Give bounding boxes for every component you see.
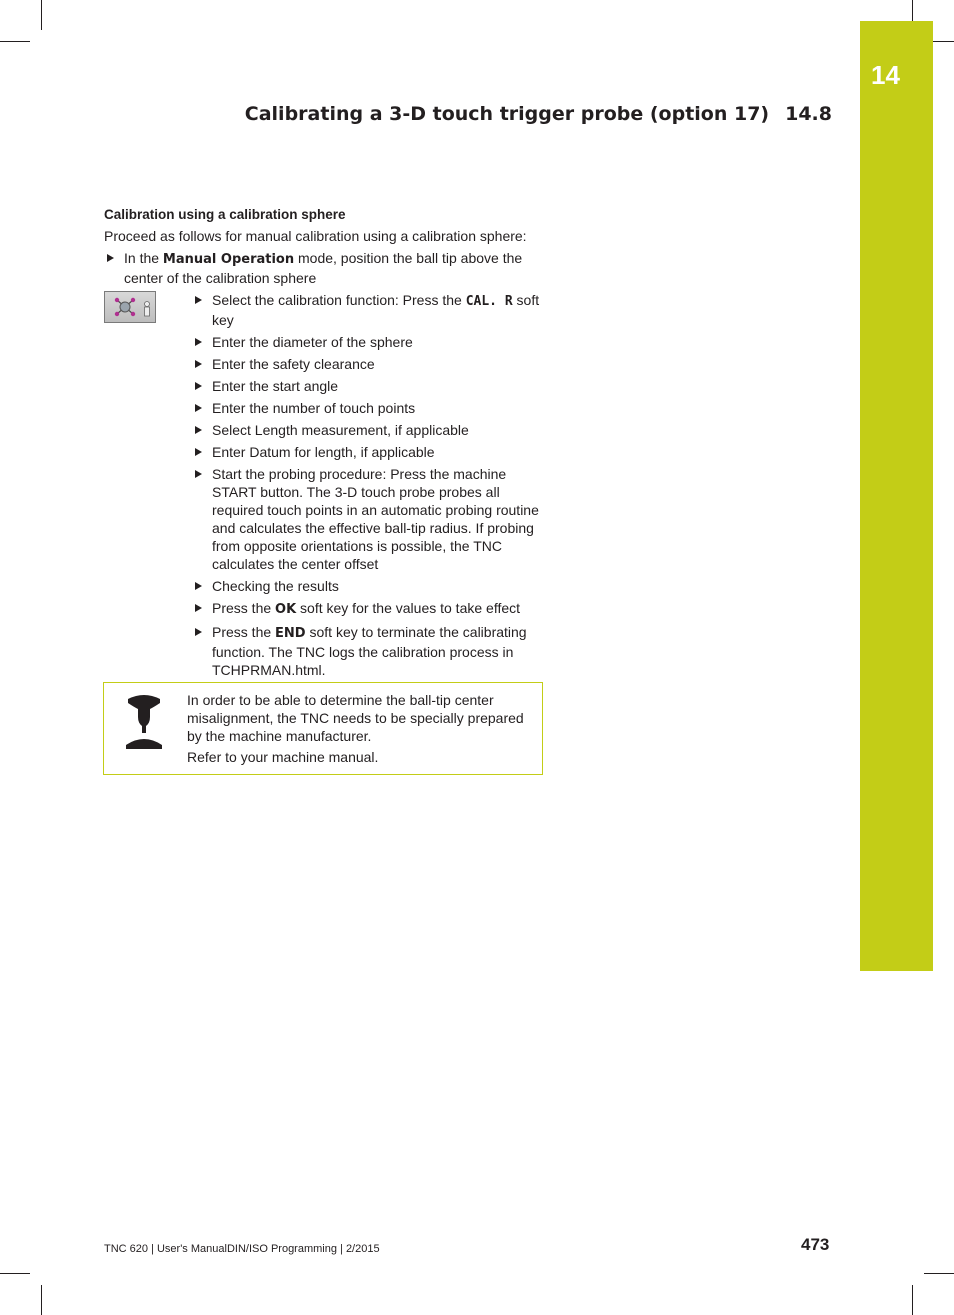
note-text [187, 691, 532, 769]
step-text: Enter Datum for length, if applicable [212, 444, 435, 460]
step-text: Select the calibration function: Press the [212, 292, 466, 308]
header-title: Calibrating a 3-D touch trigger probe (option 17) [244, 103, 770, 125]
step-text: Start the probing procedure: Press the machine START button. The 3-D touch probe probes all required touch points in an automatic probing routine and calculates the effective ball-tip radius. If probing from opposite orientations is possible, the TNC calculates the center offset [212, 466, 539, 572]
crop-mark [0, 41, 30, 42]
crop-mark [924, 1273, 954, 1274]
intro-text: Proceed as follows for manual calibration using a calibration sphere: [104, 228, 527, 244]
step-text: mode, position the ball tip above the center of the calibration sphere [124, 250, 523, 286]
machine-note-box [103, 682, 543, 775]
arrow-bullet-icon [195, 426, 202, 434]
note-paragraph: Refer to your machine manual. [187, 749, 379, 765]
softkey-name: OK [275, 602, 297, 617]
arrow-bullet-icon [107, 254, 114, 262]
step-item [104, 249, 544, 287]
substep-item [192, 377, 544, 395]
arrow-bullet-icon [195, 470, 202, 478]
crop-mark [912, 1285, 913, 1315]
substep-item [192, 291, 544, 329]
step-text: In the [124, 250, 163, 266]
step-text: Enter the start angle [212, 378, 339, 394]
crop-mark [41, 1285, 42, 1315]
step-text: Enter the diameter of the sphere [212, 334, 413, 350]
substep-item [192, 421, 544, 439]
footer-text: TNC 620 | User's ManualDIN/ISO Programming | 2/2015 [104, 1243, 380, 1255]
softkey-step-block [104, 291, 544, 679]
step-text: soft key to terminate the calibrating function. The TNC logs the calibration process in TCHPRMAN.html. [212, 624, 527, 678]
arrow-bullet-icon [195, 296, 202, 304]
substep-item [192, 577, 544, 595]
substep-item [192, 333, 544, 351]
main-content [104, 206, 544, 683]
machine-note-icon [124, 693, 164, 749]
substep-item [192, 599, 544, 619]
step-text: Checking the results [212, 578, 339, 594]
arrow-bullet-icon [195, 404, 202, 412]
chapter-tab [860, 21, 933, 971]
arrow-bullet-icon [195, 604, 202, 612]
page-number: 473 [801, 1235, 830, 1254]
softkey-name: CAL. R [465, 294, 513, 309]
substep-item [192, 623, 544, 679]
step-text: soft key for the values to take effect [296, 600, 521, 616]
step-text: Enter the number of touch points [212, 400, 416, 416]
arrow-bullet-icon [195, 628, 202, 636]
arrow-bullet-icon [195, 382, 202, 390]
arrow-bullet-icon [195, 448, 202, 456]
note-paragraph: In order to be able to determine the ball-tip center misalignment, the TNC needs to be specially prepared by the machine manufacturer. [187, 692, 524, 744]
mode-name: Manual Operation [162, 252, 295, 267]
section-heading: Calibration using a calibration sphere [104, 207, 346, 222]
header-section-number: 14.8 [785, 103, 832, 125]
crop-mark [41, 0, 42, 30]
arrow-bullet-icon [195, 360, 202, 368]
arrow-bullet-icon [195, 338, 202, 346]
substep-item [192, 465, 544, 573]
substep-item [192, 355, 544, 373]
softkey-name: END [275, 626, 306, 641]
crop-mark [0, 1273, 30, 1274]
page-header [245, 103, 832, 125]
substep-list [192, 291, 544, 679]
substep-item [192, 443, 544, 461]
chapter-number: 14 [871, 60, 900, 90]
calibration-sphere-softkey-icon [104, 291, 156, 323]
substep-item [192, 399, 544, 417]
step-text: Enter the safety clearance [212, 356, 375, 372]
step-text: Select Length measurement, if applicable [212, 422, 469, 438]
step-text: Press the [212, 624, 276, 640]
arrow-bullet-icon [195, 582, 202, 590]
step-text: soft key [212, 292, 540, 328]
step-text: Press the [212, 600, 276, 616]
